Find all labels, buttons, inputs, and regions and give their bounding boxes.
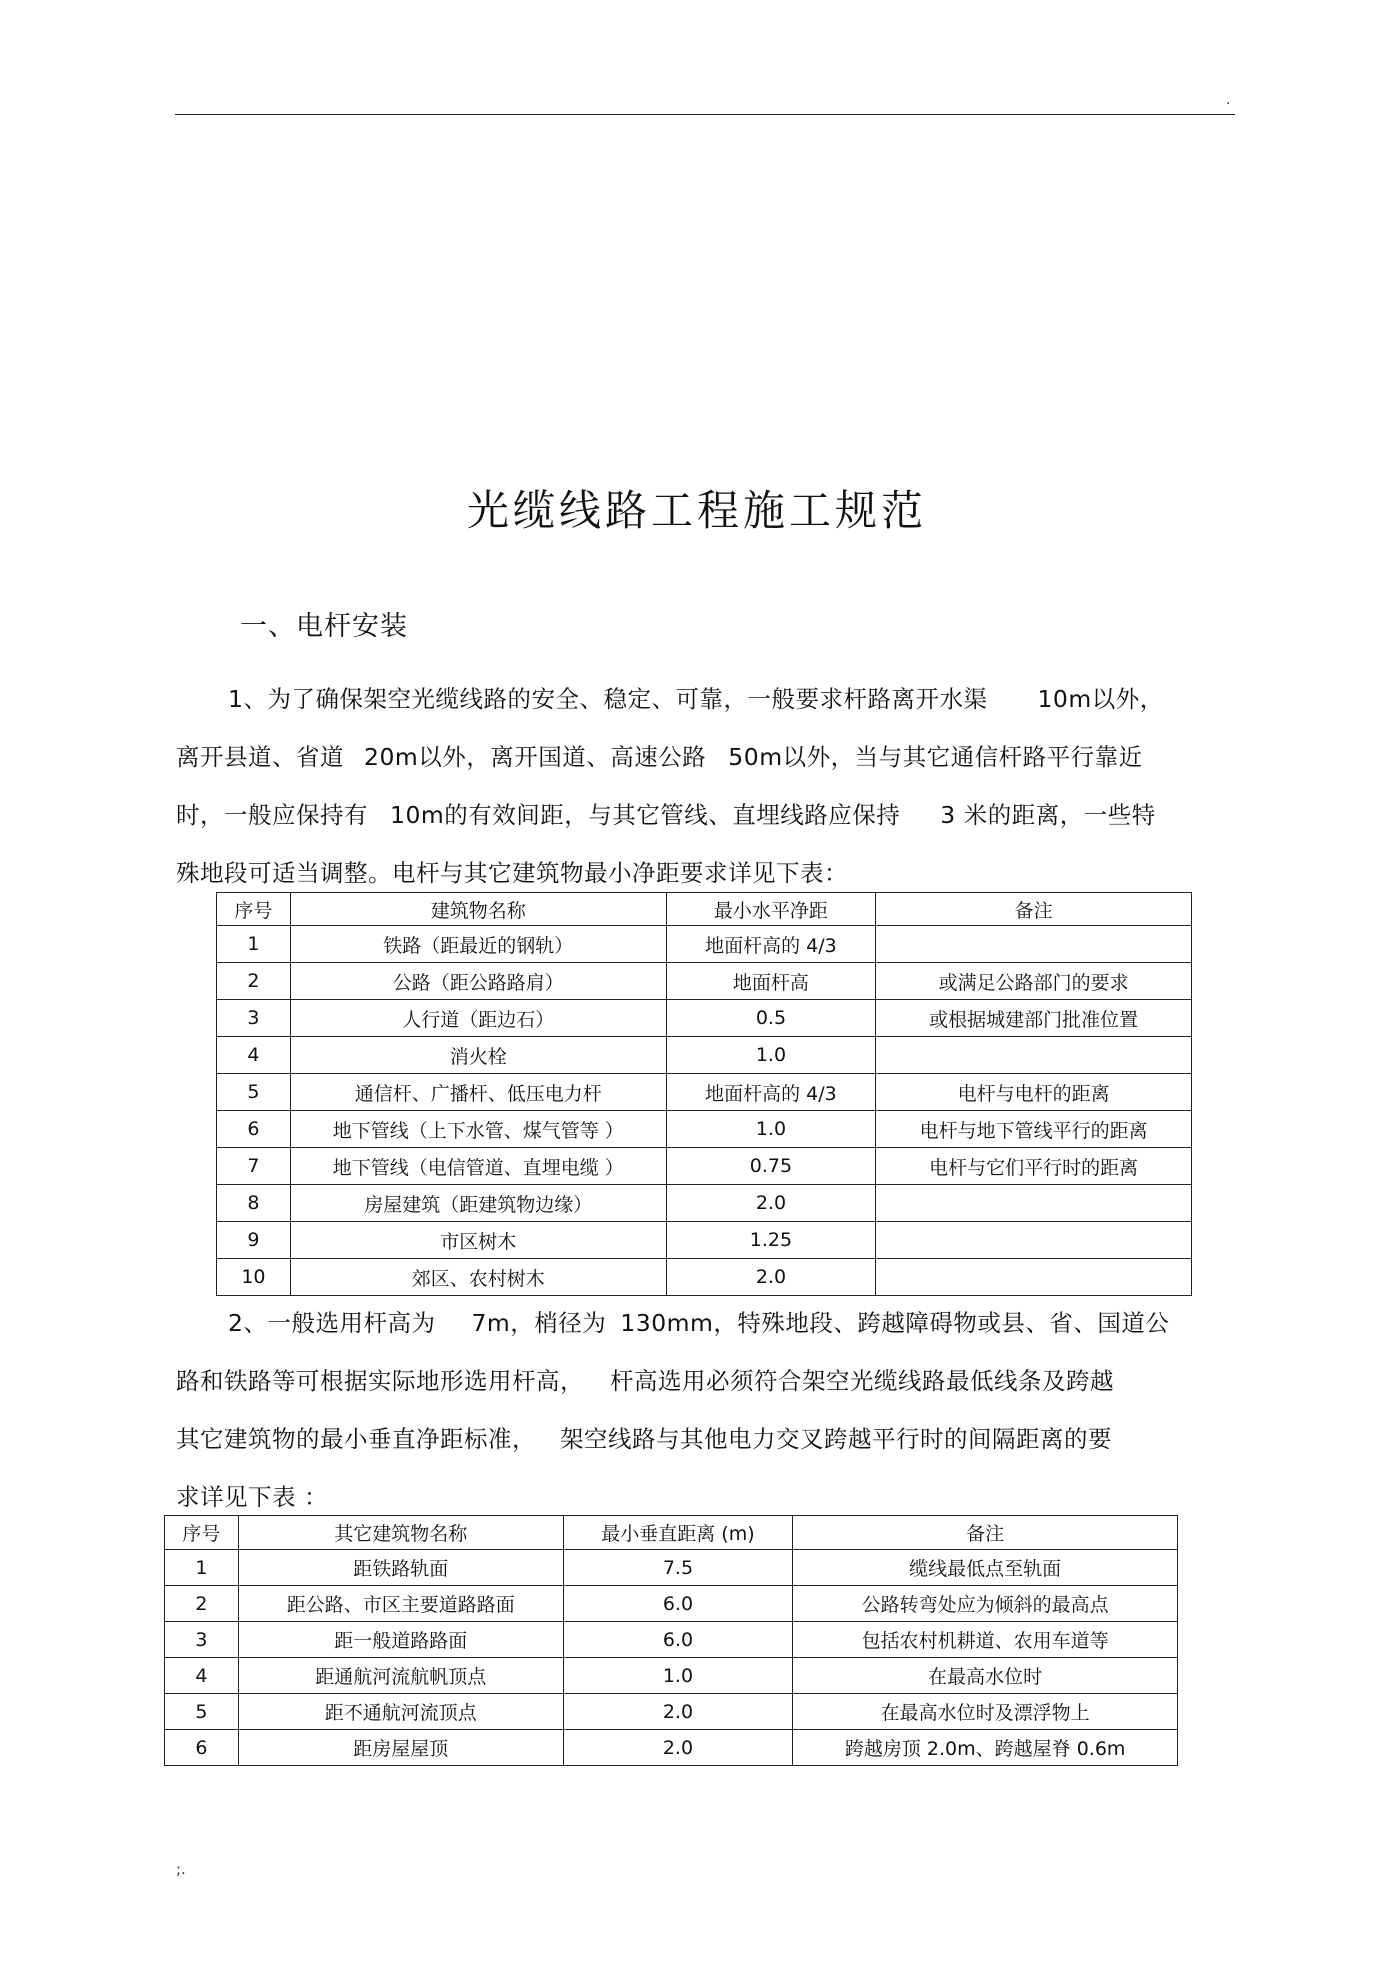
table-cell: 6 xyxy=(165,1730,239,1766)
paragraph-2 xyxy=(176,1294,1236,1526)
table-cell: 距铁路轨面 xyxy=(238,1550,563,1586)
paragraph-1-line-3 xyxy=(176,786,1236,844)
table-cell: 2.0 xyxy=(666,1259,876,1296)
paragraph-2-line-2 xyxy=(176,1352,1236,1410)
header-mark: . xyxy=(1226,92,1231,108)
table-cell: 2.0 xyxy=(666,1185,876,1222)
table-cell: 人行道（距边石） xyxy=(290,1000,666,1037)
table-cell: 2 xyxy=(165,1586,239,1622)
table-cell: 1 xyxy=(165,1550,239,1586)
text-segment: 130mm，特殊地段、跨越障碍物或县、省、国道公 xyxy=(620,1309,1170,1337)
table-cell: 4 xyxy=(217,1037,291,1074)
text-segment: 时，一般应保持有 xyxy=(176,801,368,829)
table-row xyxy=(217,1037,1192,1074)
table-header-cell: 建筑物名称 xyxy=(290,893,666,926)
table-cell: 2.0 xyxy=(563,1730,793,1766)
table-row xyxy=(217,963,1192,1000)
table-cell xyxy=(876,1222,1192,1259)
table-cell xyxy=(876,1037,1192,1074)
table-cell: 电杆与电杆的距离 xyxy=(876,1074,1192,1111)
table-cell: 3 xyxy=(217,1000,291,1037)
paragraph-1-line-2 xyxy=(176,728,1236,786)
table-header-cell: 最小垂直距离 (m) xyxy=(563,1516,793,1550)
text-segment: 7m，梢径为 xyxy=(471,1309,607,1337)
text-segment: 其它建筑物的最小垂直净距标准， xyxy=(176,1425,536,1453)
table-cell: 5 xyxy=(165,1694,239,1730)
table-cell: 公路（距公路路肩） xyxy=(290,963,666,1000)
table-cell: 距一般道路路面 xyxy=(238,1622,563,1658)
text-segment: 1、为了确保架空光缆线路的安全、稳定、可靠，一般要求杆路离开水渠 xyxy=(228,685,988,713)
table-cell: 6.0 xyxy=(563,1622,793,1658)
table-cell: 10 xyxy=(217,1259,291,1296)
table-cell: 距房屋屋顶 xyxy=(238,1730,563,1766)
table-cell: 6.0 xyxy=(563,1586,793,1622)
table-row xyxy=(217,1111,1192,1148)
section-heading: 一、电杆安装 xyxy=(240,611,408,642)
footer-mark: ;. xyxy=(176,1860,186,1878)
table-cell: 房屋建筑（距建筑物边缘） xyxy=(290,1185,666,1222)
text-segment: 路和铁路等可根据实际地形选用杆高， xyxy=(176,1367,584,1395)
table-row xyxy=(165,1694,1178,1730)
table-row xyxy=(217,1000,1192,1037)
table-cell: 8 xyxy=(217,1185,291,1222)
table-row xyxy=(217,1185,1192,1222)
table-header-row xyxy=(217,893,1192,926)
table-header-cell: 其它建筑物名称 xyxy=(238,1516,563,1550)
table-cell: 电杆与地下管线平行的距离 xyxy=(876,1111,1192,1148)
table-cell: 公路转弯处应为倾斜的最高点 xyxy=(793,1586,1178,1622)
table-cell: 铁路（距最近的钢轨） xyxy=(290,926,666,963)
table-cell: 距公路、市区主要道路路面 xyxy=(238,1586,563,1622)
table-cell: 电杆与它们平行时的距离 xyxy=(876,1148,1192,1185)
paragraph-2-line-1 xyxy=(176,1294,1236,1352)
table-cell: 在最高水位时及漂浮物上 xyxy=(793,1694,1178,1730)
table-cell: 包括农村机耕道、农用车道等 xyxy=(793,1622,1178,1658)
table-cell: 5 xyxy=(217,1074,291,1111)
text-segment: 50m以外，当与其它通信杆路平行靠近 xyxy=(728,743,1143,771)
table-cell: 7 xyxy=(217,1148,291,1185)
table-row xyxy=(217,1259,1192,1296)
table-cell: 地下管线（电信管道、直埋电缆 ） xyxy=(290,1148,666,1185)
table-header-cell: 备注 xyxy=(876,893,1192,926)
table-cell xyxy=(876,1185,1192,1222)
paragraph-2-line-3 xyxy=(176,1410,1236,1468)
table-cell: 0.5 xyxy=(666,1000,876,1037)
table-cell: 市区树木 xyxy=(290,1222,666,1259)
table-cell: 1 xyxy=(217,926,291,963)
text-segment: 殊地段可适当调整。电杆与其它建筑物最小净距要求详见下表： xyxy=(176,859,848,887)
table-cell: 跨越房顶 2.0m、跨越屋脊 0.6m xyxy=(793,1730,1178,1766)
table-row xyxy=(165,1550,1178,1586)
table-cell xyxy=(876,1259,1192,1296)
table-header-row xyxy=(165,1516,1178,1550)
table-cell: 地下管线（上下水管、煤气管等 ） xyxy=(290,1111,666,1148)
table-row xyxy=(165,1658,1178,1694)
table-cell: 缆线最低点至轨面 xyxy=(793,1550,1178,1586)
text-segment: 20m以外，离开国道、高速公路 xyxy=(364,743,707,771)
table-cell: 3 xyxy=(165,1622,239,1658)
table-cell: 9 xyxy=(217,1222,291,1259)
table-cell: 1.0 xyxy=(666,1111,876,1148)
text-segment: 离开县道、省道 xyxy=(176,743,344,771)
text-segment: 10m以外， xyxy=(1037,685,1164,713)
text-segment: 2、一般选用杆高为 xyxy=(228,1309,436,1337)
table-cell: 距通航河流航帆顶点 xyxy=(238,1658,563,1694)
table-header-cell: 序号 xyxy=(217,893,291,926)
paragraph-1 xyxy=(176,670,1236,902)
table-header-cell: 最小水平净距 xyxy=(666,893,876,926)
table-cell: 1.25 xyxy=(666,1222,876,1259)
table-header-cell: 序号 xyxy=(165,1516,239,1550)
document-title: 光缆线路工程施工规范 xyxy=(466,486,927,535)
table-row xyxy=(165,1586,1178,1622)
table-cell: 距不通航河流顶点 xyxy=(238,1694,563,1730)
table-cell: 6 xyxy=(217,1111,291,1148)
text-segment: 3 米的距离，一些特 xyxy=(940,801,1156,829)
table-cell: 或根据城建部门批准位置 xyxy=(876,1000,1192,1037)
table-cell: 通信杆、广播杆、低压电力杆 xyxy=(290,1074,666,1111)
paragraph-1-line-1 xyxy=(176,670,1236,728)
text-segment: 求详见下表 ： xyxy=(176,1483,328,1511)
table-row xyxy=(217,1148,1192,1185)
table-row xyxy=(165,1730,1178,1766)
table-cell: 地面杆高的 4/3 xyxy=(666,926,876,963)
table-cell: 消火栓 xyxy=(290,1037,666,1074)
table-cell: 2 xyxy=(217,963,291,1000)
table-row xyxy=(165,1622,1178,1658)
table-cell: 在最高水位时 xyxy=(793,1658,1178,1694)
table-row xyxy=(217,926,1192,963)
text-segment: 杆高选用必须符合架空光缆线路最低线条及跨越 xyxy=(610,1367,1114,1395)
table-row xyxy=(217,1222,1192,1259)
table-cell: 0.75 xyxy=(666,1148,876,1185)
table-cell: 1.0 xyxy=(563,1658,793,1694)
vertical-clearance-table xyxy=(164,1515,1178,1766)
text-segment: 10m的有效间距，与其它管线、直埋线路应保持 xyxy=(390,801,901,829)
table-cell: 2.0 xyxy=(563,1694,793,1730)
table-cell xyxy=(876,926,1192,963)
table-cell: 地面杆高的 4/3 xyxy=(666,1074,876,1111)
table-row xyxy=(217,1074,1192,1111)
table-cell: 郊区、农村树木 xyxy=(290,1259,666,1296)
table-cell: 4 xyxy=(165,1658,239,1694)
table-cell: 或满足公路部门的要求 xyxy=(876,963,1192,1000)
table-cell: 1.0 xyxy=(666,1037,876,1074)
table-header-cell: 备注 xyxy=(793,1516,1178,1550)
table-cell: 7.5 xyxy=(563,1550,793,1586)
text-segment: 架空线路与其他电力交叉跨越平行时的间隔距离的要 xyxy=(560,1425,1112,1453)
header-rule xyxy=(175,114,1235,115)
table-cell: 地面杆高 xyxy=(666,963,876,1000)
pole-clearance-table xyxy=(216,892,1192,1296)
